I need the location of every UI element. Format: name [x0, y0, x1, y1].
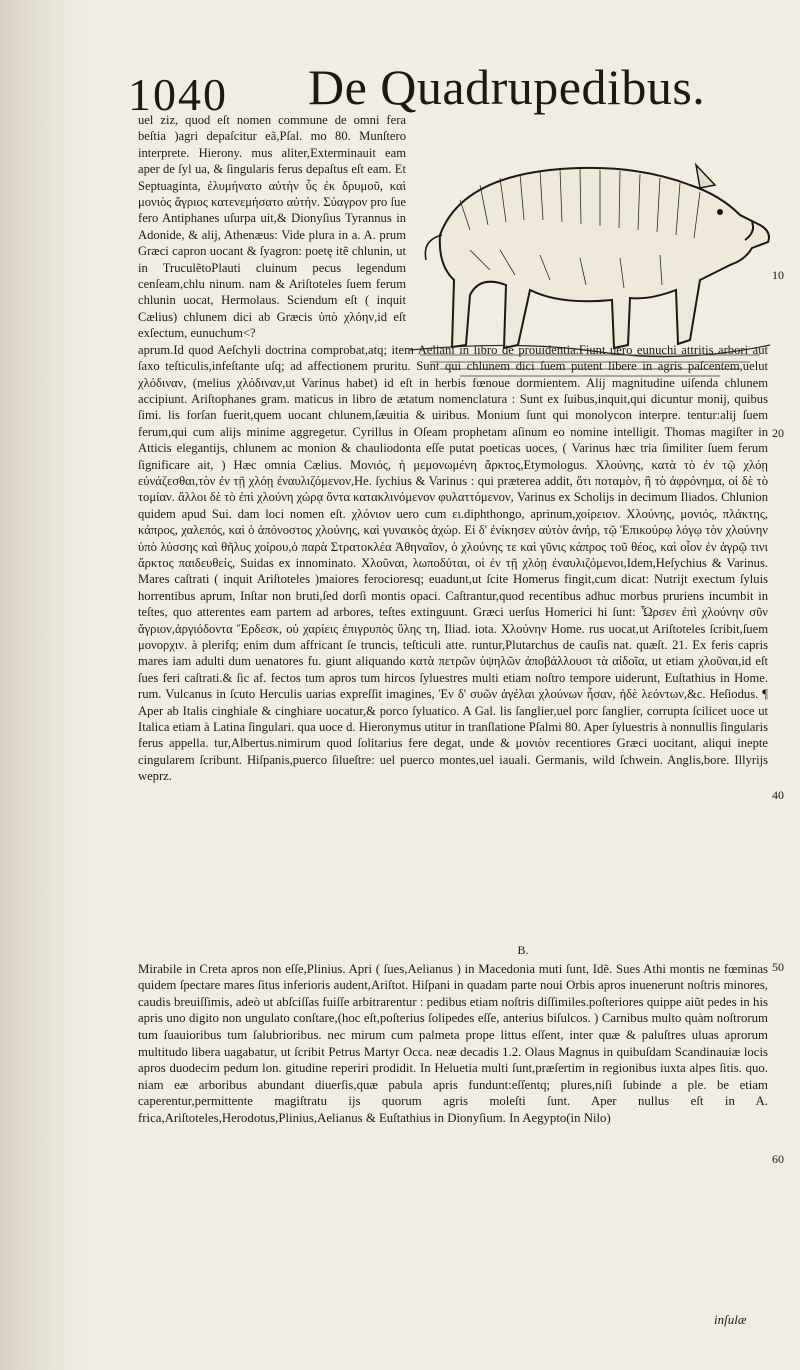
page-gutter	[0, 0, 92, 1370]
section-b-paragraph: Mirabile in Creta apros non eſſe,Plinius. Apri ( ſues,Aelianus ) in Macedonia muti ſunt, Idẽ. Sues Athi montis ne fœminas quidem ſpectare mares ſitus inferioris audent,Ariſtot. Hiſpani in quadam parte noui Orbis apros inuenerunt noſtris minores, caudis breuiſſimis, adeò ut abſciſſas fuiſſe arbitrarentur : pedibus etiam noſtris diſſimiles.poſteriores quippe aiũt pedes in his apris uno digito non ungulato conſtare,(hoc eſt,poſterius ſolipedes eſſe, anterius biſulcos. ) Carnibus multo quàm noſtrorum tum ſuauioribus tum ſalubrioribus. nec mirum cum palmeta prope littus eſſent, inter quæ & paluſtres uluas aprorum multitudo libera uagabatur, ut ſcribit Petrus Martyr Occa. neæ decadis 1.2. Olaus Magnus in quibuſdam Scandinauiæ locis apros duodecim pedum lon. gitudine reperiri prodidit. In Heluetia multi ſunt,præſertim in regionibus iuxta alpes ſitis. quo. niam eæ arboribus abundant diuerſis,quæ pabula apris fundunt:eſſentq; plures,niſi ſubinde a ple. be etiam caperentur,permittente magiſtratu ijs quorum agris moleſti ſunt. Aper nullus eſt in A. frica,Ariſtoteles,Herodotus,Plinius,Aelianus & Euſtathius in Dionyſium. In Aegypto(in Nilo)	[138, 961, 768, 1125]
text-paragraph-lead: uel ziz, quod eſt nomen commune de omni fera beſtia )agri depaſcitur eã,Pſal. mo 80. Munſtero interprete. Hierony. mus aliter,Exterminauit eam aper de ſyl ua, & ſingularis ferus depaſtus eſt eam. Et Septuaginta, ἐλυμήνατο αὐτὴν ὗς ἐκ δρυμοῦ, καὶ μονιὸς ἄγριος κατενεμήσατο αὐτήν. Σύαγρον pro ſue fero Antiphanes uſurpa uit,& Dionyſius Tyrannus in Adonide, & alij, Athenæus: Vide plura in a. A. prum Græci capron uocant & ſyagron: poetę itẽ chlunin, ut in TruculẽtoPlauti cluinum pecus legendum cenſeam,chlu ninum. nam & Ariſtoteles ſuem ferum chlunin uocat, Hermolaus. Sciendum eſt ( inquit Cælius) chlunem dici ab Græcis ὑπὸ χλόην,id eſt exſectum, eunuchum<?	[138, 113, 406, 341]
margin-line-number: 50	[772, 960, 784, 974]
page-number: 1040	[128, 69, 228, 120]
margin-line-number: 40	[772, 788, 784, 802]
margin-line-number: 20	[772, 426, 784, 440]
margin-line-number: 10	[772, 268, 784, 282]
text-paragraph-main: aprum.Id quod Aeſchyli doctrina comprobat,atq; item Aeliani in libro de prouidentia.Fiunt uero eunuchi attritis arbori aut ſaxo teſticulis,infeſtante uſq; ad affectionem pruritu. Sunt qui chlunem dici ſuem putent libere in agris paſcentem,uelut χλόδιναν, (melius χλόδιναν,ut Varinus habet) id eſt in herbis fœnoue dormientem. Alij magnitudine uiſenda chlunem accipiunt. Ariſtophanes gram. maticus in libro de ætatum nomenclatura : Sunt ex ſuibus,inquit,qui dicuntur monij, quibus ſimi. lis forſan fuerit,quem uocant chlunem,ſæuitia & uiribus. Monium ſunt qui monolycon interpre. tentur:alij ſuem ferum,qui cum alijs minime aggregetur. Cyrillus in Oſeam prophetam aſinum eo nomine intelligit. Thomas magiſter in Atticis elegantijs, chlunem ac monion & chauliodonta eſſe putat poeticas uoces, ( Varinus hæc tria ſimiliter ſuem ferum ſignificare ait, ) Hæc omnia Cælius. Μονιός, ἡ μεμονωμένη ἄρκτος,Etymologus. Χλούνης, κατὰ τὸ ἐν τῷ χλόῃ εὐνάζεσθαι,τὸν ἐν τῇ χλόῃ ἐναυλιζόμενον,He. ſychius & Varinus : qui præterea addit, ὅτι ποταμὸν, ἢ τὸ ἀφρόνημα, οἱ δὲ τὸ τομίαν. ἄλλοι δὲ τὸ ἐπὶ χλούνη χώρᾳ ὄντα κατακλινόμενον φυλαττόμενον, Varinus ex Scholijs in decimum Iliados. Chlunion quidem apud Sui. dam loci nomen eſt. χλόνιον uero cum ει.diphthongo, aprinum,χοίρειον. Χλούνης, μονιός, πλάκτης, κάπρος, χαλεπός, καὶ ὁ ἀπόνοστος χλούνης, καὶ γυναικὸς ἀχώρ. Εἰ δ' ἐνίκησεν αὐτὸν ἀνήρ, τῷ Ἐπικούρῳ λόγῳ τὸν χλούνην ὑπὸ λύσσης καὶ θῆλυς χοίρου,ὁ παρὰ Στρατοκλέα Ἀθηναῖον, ὁ χλούνης τε καὶ γῦνις κάπρος τοῦ θέος, καὶ οἷον ἐν ἀγρῷ τινι ἄρκτος παιδευθείς, Suidas ex innominato. Χλοῦναι, λωποδύται, οἱ ἐν τῇ χλόῃ ἐναυλιζόμενοι,Idem,Heſychius & Varinus. Mares caſtrati ( inquit Ariſtoteles )maiores ferocioresq; euadunt,ut ſcite Homerus fingit,cum dicat: Nutrijt exectum ſyluis horrentibus aprum, Inſtar non bruti,ſed dorſi montis opaci. Caſtrantur,quod recentibus adhuc morbus pruriens incumbit in teſtes, quo atterentes eam partem ad arbores, teſtes extinguunt. Græci uerſus Homerici hi ſunt: Ὦρσεν ἐπὶ χλούνην σῦν ἄγριον,ἀργιόδοντα Ἔρδεσκ, οὐ χαρίεις ἐπιγρυπὸς ὕλης τη, Iliad. iota. Χλούνην Home. rus uocat,ut Ariſtoteles ſcribit,ſuem μονορχιν. à plerifq; enim dum affricant ſe truncis, teſticuli atte. runtur,Plutarchus de cauſis nat. quæſt. 21. Ex feris capris mares iam adulti dum uenatores fu. giunt aliquando κατὰ πετρῶν ὑψηλῶν ἀποβάλλουσι τὰ αἰδοῖα, ut etiam χλοῦναι,id eſt ſues feri caſtrati.& ſic af. fectos tum apros tum hircos ſyluestres multi etiam noſtro tempore uiderunt, Euſtathius in Home. rum. Vulcanus in ſcuto Herculis uarias expreſſit imagines, Ἐν δ' συῶν ἀγέλαι χλούνων ἦσαν, ἠδὲ λεόντων,&c. Heſiodus. ¶ Aper ab Italis cinghiale & cinghiare uocatur,& porco ſyluatico. A Gal. lis ſanglier,uel porc ſanglier, corrupta ſcilicet uoce ut Italica etiam à Latina ſingulari. qua uoce d. Hieronymus utitur in tranſlatione Pſalmi 80. Aper ſyluestris à nonnullis ſingularis ferus appella. tur,Albertus.nimirum quod ſolitarius fere degat, unde & μονιὸν recentiores Græci uocitant, aliqui inepte cingularem ſcribunt. Hiſpanis,puerco ſilueſtre: uel puerco montes,uel iauali. Germanis, wild ſchwein. Anglis,bore. Illyrijs weprz.	[138, 342, 768, 784]
section-b	[138, 942, 768, 1127]
running-title: De Quadrupedibus.	[308, 59, 706, 115]
margin-line-number: 60	[772, 1152, 784, 1166]
catchword: inſulæ	[714, 1312, 747, 1327]
section-letter: B.	[517, 943, 529, 957]
main-text-column	[138, 112, 768, 785]
